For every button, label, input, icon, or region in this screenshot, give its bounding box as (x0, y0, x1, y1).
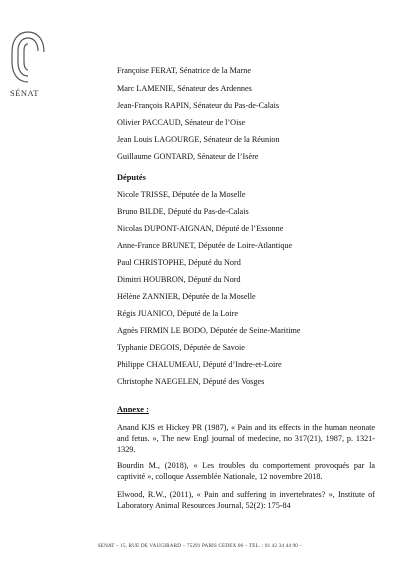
deputy-entry: Paul CHRISTOPHE, Député du Nord (117, 258, 241, 267)
deputy-entry: Christophe NAEGELEN, Député des Vosges (117, 377, 265, 386)
deputy-entry: Philippe CHALUMEAU, Député d’Indre-et-Loire (117, 360, 282, 369)
reference-entry: Elwood, R.W., (2011), « Pain and suffering in invertebrates? », Institute of Laboratory Animal Resources Journal, 52(2): 175-84 (117, 490, 375, 510)
senator-entry: Jean Louis LAGOURGE, Sénateur de la Réunion (117, 135, 280, 144)
senat-seal-logo (8, 28, 48, 86)
deputy-entry: Nicolas DUPONT-AIGNAN, Député de l’Essonne (117, 224, 284, 233)
deputy-entry: Typhanie DEGOIS, Députée de Savoie (117, 343, 245, 352)
deputy-entry: Agnès FIRMIN LE BODO, Députée de Seine-Maritime (117, 326, 301, 335)
deputy-entry: Anne-France BRUNET, Députée de Loire-Atlantique (117, 241, 293, 250)
reference-entry: Anand KJS et Hickey PR (1987), « Pain and its effects in the human neonate and fetus. », The new Engl journal of medecine, no 317(21), 1987, p. 1321-1329. (117, 423, 375, 454)
senator-entry: Marc LAMENIE, Sénateur des Ardennes (117, 84, 252, 93)
deputy-entry: Hélène ZANNIER, Députée de la Moselle (117, 292, 256, 301)
deputy-entry: Dimitri HOUBRON, Député du Nord (117, 275, 241, 284)
deputy-entry: Bruno BILDE, Député du Pas-de-Calais (117, 207, 249, 216)
senator-entry: Jean-François RAPIN, Sénateur du Pas-de-Calais (117, 101, 280, 110)
senator-entry: Guillaume GONTARD, Sénateur de l’Isère (117, 152, 259, 161)
senator-entry: Olivier PACCAUD, Sénateur de l’Oise (117, 118, 246, 127)
reference-entry: Bourdin M., (2018), « Les troubles du comportement provoqués par la captivité », colloque Assemblée Nationale, 12 novembre 2018. (117, 461, 375, 481)
deputy-entry: Régis JUANICO, Député de la Loire (117, 309, 238, 318)
page-footer: SENAT – 15, RUE DE VAUGIRARD – 75291 PARIS CEDEX 06 – TEL. : 01 42 34 44 90 – (97, 543, 303, 549)
deputies-heading: Députés (117, 173, 146, 182)
senator-entry: Françoise FERAT, Sénatrice de la Marne (117, 66, 251, 75)
logo-wordmark: SÉNAT (10, 88, 39, 98)
annex-heading: Annexe : (117, 405, 149, 414)
deputy-entry: Nicole TRISSE, Députée de la Moselle (117, 190, 246, 199)
